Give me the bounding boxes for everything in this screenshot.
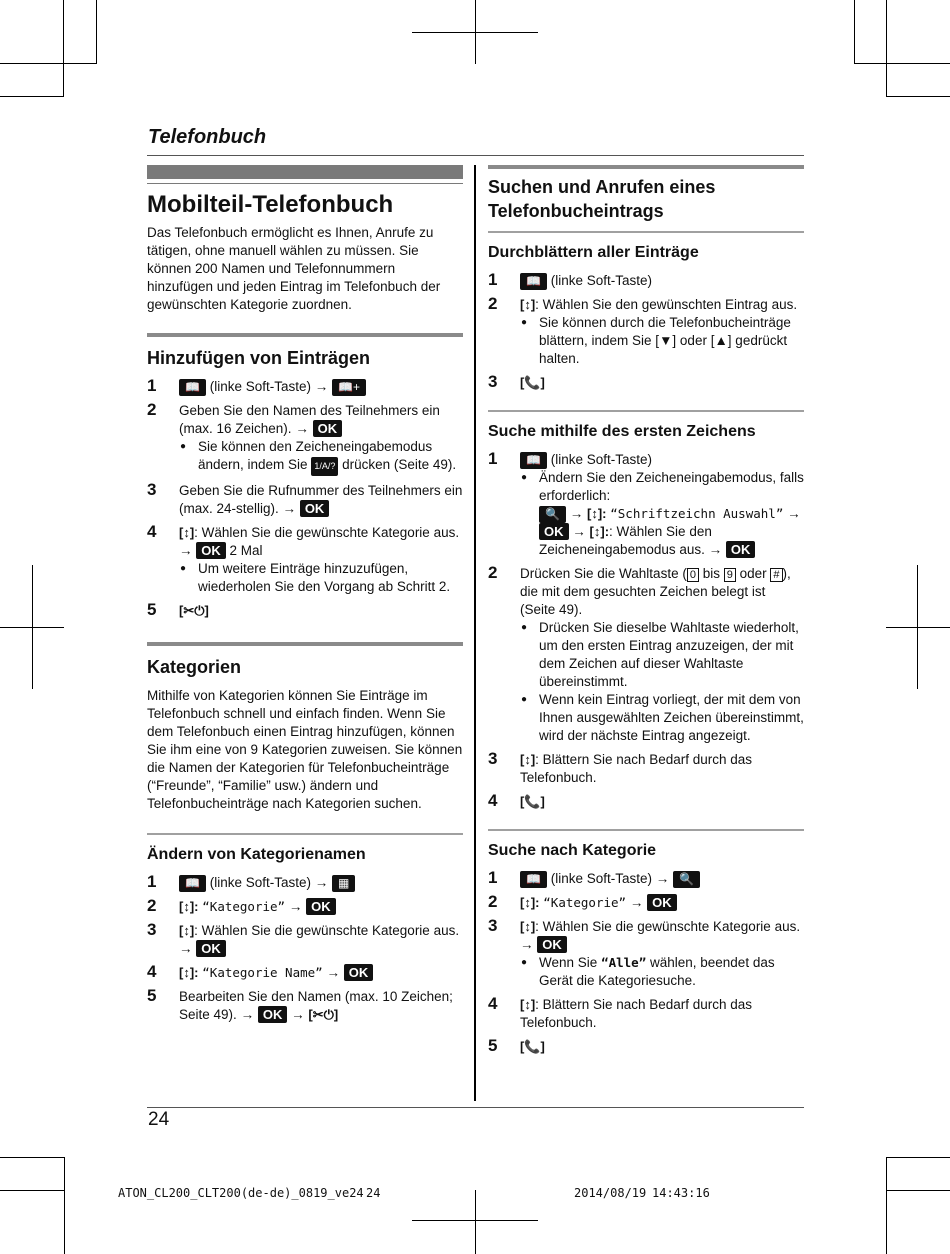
nav-key: [↕]: [520, 297, 536, 312]
crop-mark: [475, 0, 476, 64]
browse-heading: Durchblättern aller Einträge: [488, 244, 699, 261]
intro-text: Das Telefonbuch ermöglicht es Ihnen, Anrufe zu tätigen, ohne manuell wählen zu müssen. Sie können 200 Namen und Telefonnummern hinzufügen und jeden Eintrag im Telefonbuch der gewünschten Kategorie zuordnen.: [147, 225, 441, 312]
ok-key: OK: [258, 1006, 288, 1023]
cat-step-4: 4 [↕]: Blättern Sie nach Bedarf durch das Telefonbuch.: [488, 994, 753, 1030]
footer-date: 2014/08/19: [574, 1186, 647, 1200]
nav-key: [↕]:: [179, 965, 199, 980]
section-title: Telefonbuch: [148, 126, 267, 148]
crop-mark: [854, 0, 855, 64]
add-heading: Hinzufügen von Einträgen: [147, 348, 370, 368]
browse-step-3: 3 [📞]: [488, 372, 545, 391]
dial-key-9: 9: [724, 568, 736, 582]
first-step-1: 1 📖 (linke Soft-Taste) ● Ändern Sie den Zeicheneingabemodus, falls erforderlich: 🔍 → [↕]: “Schriftzeichn Auswahl” → OK → [↕]:: Wählen Sie den Zeicheneingabemodus aus. → OK: [488, 451, 804, 559]
rename-step-3: 3 [↕]: Wählen Sie die gewünschte Kategorie aus. → OK: [147, 920, 460, 956]
subsection-bar: [488, 410, 804, 412]
first-char-heading: Suche mithilfe des ersten Zeichens: [488, 423, 756, 440]
crop-mark: [63, 0, 64, 96]
ok-key: OK: [196, 940, 226, 957]
add-step-4: 4 [↕]: Wählen Sie die gewünschte Kategorie aus. → OK 2 Mal ● Um weitere Einträge hinzuzufügen, wiederholen Sie den Vorgang ab Schritt 2.: [147, 524, 463, 596]
page-number: 24: [148, 1109, 170, 1130]
footer-page: 24: [366, 1186, 381, 1200]
bullet: ● Um weitere Einträge hinzuzufügen, wiederholen Sie den Vorgang ab Schritt 2.: [179, 560, 463, 596]
rename-step-2: 2 [↕]: “Kategorie” → OK: [147, 898, 463, 916]
footer-time: 14:43:16: [652, 1186, 710, 1200]
bullet: ● Drücken Sie dieselbe Wahltaste wiederholt, um den ersten Eintrag anzuzeigen, der mit dem Zeichen auf dieser Wahltaste übereinstimmt.: [520, 619, 804, 691]
subsection-bar: [488, 231, 804, 233]
section-bar: [147, 642, 463, 646]
bullet: ● Ändern Sie den Zeicheneingabemodus, falls erforderlich: 🔍 → [↕]: “Schriftzeichn Auswahl” → OK → [↕]:: Wählen Sie den Zeicheneingabemodus aus. → OK: [520, 469, 804, 559]
crop-mark: [64, 1157, 65, 1254]
section-bar: [488, 165, 804, 169]
add-step-1: 1 📖 (linke Soft-Taste) → 📖+: [147, 378, 463, 396]
category-search-heading: Suche nach Kategorie: [488, 842, 657, 859]
nav-key: [↕]:: [589, 524, 610, 539]
categories-text: Mithilfe von Kategorien können Sie Einträge im Telefonbuch schnell und einfach finden. Wenn Sie dem Telefonbuch einen Eintrag hinzufügen, können Sie ihm eine von 9 Kategorien zuweisen. Sie können die Namen der Kategorien für Telefonbucheinträge (“Freunde”, “Familie” usw.) ändern und Telefonbucheinträge nach Kategorien suchen.: [147, 688, 463, 811]
rename-step-1: 1 📖 (linke Soft-Taste) → ▦: [147, 874, 463, 892]
add-step-5: 5 [✂⏻]: [147, 600, 209, 619]
left-column: [147, 165, 463, 1030]
rename-heading: Ändern von Kategorienamen: [147, 846, 366, 863]
crop-mark: [0, 63, 96, 64]
crop-mark: [886, 627, 950, 628]
talk-key: [📞]: [520, 375, 545, 390]
ok-key: OK: [537, 936, 567, 953]
off-key: [✂⏻]: [308, 1007, 339, 1022]
crop-mark: [886, 0, 887, 96]
cat-step-1: 1 📖 (linke Soft-Taste) → 🔍: [488, 870, 804, 888]
ok-key: OK: [313, 420, 343, 437]
section-bar: [147, 333, 463, 337]
dial-key-hash: #: [770, 568, 782, 582]
ok-key: OK: [196, 542, 226, 559]
column-divider: [474, 165, 476, 1101]
nav-key: [↕]: [520, 997, 536, 1012]
nav-key: [↕]:: [179, 899, 199, 914]
nav-key: [↕]: [179, 923, 195, 938]
input-mode-key: 1/A/?: [311, 457, 338, 476]
nav-key: [↕]: [179, 525, 195, 540]
nav-key: [↕]: [520, 919, 536, 934]
cat-step-3: 3 [↕]: Wählen Sie die gewünschte Kategorie aus. → OK ● Wenn Sie “Alle” wählen, beendet das Gerät die Kategoriesuche.: [488, 918, 804, 990]
off-key: [✂⏻]: [179, 603, 209, 618]
search-icon: 🔍: [539, 506, 566, 523]
bullet: ● Wenn kein Eintrag vorliegt, der mit dem von Ihnen ausgewählten Zeichen übereinstimmt, wird der nächste Eintrag angezeigt.: [520, 691, 804, 745]
title-bar-line: [147, 183, 463, 184]
rename-step-5: 5 Bearbeiten Sie den Namen (max. 10 Zeichen; Seite 49). → OK → [✂⏻]: [147, 986, 453, 1022]
page-title: Mobilteil-Telefonbuch: [147, 191, 394, 218]
bullet: ● Wenn Sie “Alle” wählen, beendet das Gerät die Kategoriesuche.: [520, 954, 804, 990]
ok-key: OK: [539, 523, 569, 540]
crop-mark: [854, 63, 950, 64]
ok-key: OK: [306, 898, 336, 915]
crop-mark: [475, 1190, 476, 1254]
title-bar: [147, 165, 463, 179]
phonebook-icon: 📖: [179, 379, 206, 396]
talk-key: [📞]: [520, 1039, 545, 1054]
ok-key: OK: [344, 964, 374, 981]
subsection-bar: [147, 833, 463, 835]
ok-key: OK: [300, 500, 330, 517]
first-step-2: 2 Drücken Sie die Wahltaste ( 0 bis 9 oder # ), die mit dem gesuchten Zeichen belegt ist (Seite 49). ● Drücken Sie dieselbe Wahltaste wiederholt, um den ersten Eintrag anzuzeigen, der mit dem Zeichen auf dieser Wahltaste übereinstimmt. ● Wenn kein Eintrag vorliegt, der mit dem von Ihnen ausgewählten Zeichen übereinstimmt, wird der nächste Eintrag angezeigt.: [488, 565, 804, 745]
search-heading: Suchen und Anrufen eines Telefonbucheintrags: [488, 177, 716, 221]
add-entry-icon: 📖+: [332, 379, 366, 396]
phonebook-icon: 📖: [520, 273, 547, 290]
nav-key: [↕]: [520, 752, 536, 767]
crop-mark: [886, 1157, 887, 1254]
add-step-2: 2 Geben Sie den Namen des Teilnehmers ein (max. 16 Zeichen). → OK ● Sie können den Zeicheneingabemodus ändern, indem Sie 1/A/? drücken (Seite 49).: [147, 402, 463, 476]
rename-step-4: 4 [↕]: “Kategorie Name” → OK: [147, 964, 463, 982]
categories-heading: Kategorien: [147, 657, 242, 677]
first-step-4: 4 [📞]: [488, 791, 545, 810]
dial-key-0: 0: [687, 568, 699, 582]
bullet: ● Sie können durch die Telefonbucheinträge blättern, indem Sie [▼] oder [▲] gedrückt halten.: [520, 314, 804, 368]
search-icon: 🔍: [673, 871, 700, 888]
crop-mark: [0, 96, 64, 97]
crop-mark: [32, 565, 33, 689]
talk-key: [📞]: [520, 794, 545, 809]
first-step-3: 3 [↕]: Blättern Sie nach Bedarf durch das Telefonbuch.: [488, 749, 753, 785]
menu-icon: ▦: [332, 875, 355, 892]
browse-step-2: 2 [↕]: Wählen Sie den gewünschten Eintrag aus. ● Sie können durch die Telefonbucheinträge blättern, indem Sie [▼] oder [▲] gedrückt halten.: [488, 296, 804, 368]
cat-step-5: 5 [📞]: [488, 1036, 545, 1055]
crop-mark: [0, 1190, 64, 1191]
browse-step-1: 1 📖 (linke Soft-Taste): [488, 270, 653, 289]
cat-step-2: 2 [↕]: “Kategorie” → OK: [488, 894, 804, 912]
crop-mark: [886, 1190, 950, 1191]
ok-key: OK: [726, 541, 756, 558]
crop-mark: [917, 565, 918, 689]
ok-key: OK: [647, 894, 677, 911]
right-column: [488, 165, 804, 1062]
subsection-bar: [488, 829, 804, 831]
crop-mark: [886, 1157, 950, 1158]
header-rule: [147, 155, 804, 156]
add-step-3: 3 Geben Sie die Rufnummer des Teilnehmers ein (max. 24-stellig). → OK: [147, 480, 463, 516]
phonebook-icon: 📖: [520, 452, 547, 469]
footer-rule: [147, 1107, 804, 1108]
footer-file: ATON_CL200_CLT200(de-de)_0819_ve24: [118, 1186, 364, 1200]
crop-mark: [0, 1157, 64, 1158]
bullet: ● Sie können den Zeicheneingabemodus ändern, indem Sie 1/A/? drücken (Seite 49).: [179, 438, 463, 476]
phonebook-icon: 📖: [520, 871, 547, 888]
phonebook-icon: 📖: [179, 875, 206, 892]
nav-key: [↕]:: [520, 895, 540, 910]
crop-mark: [886, 96, 950, 97]
nav-key: [↕]:: [586, 506, 607, 521]
crop-mark: [96, 0, 97, 64]
